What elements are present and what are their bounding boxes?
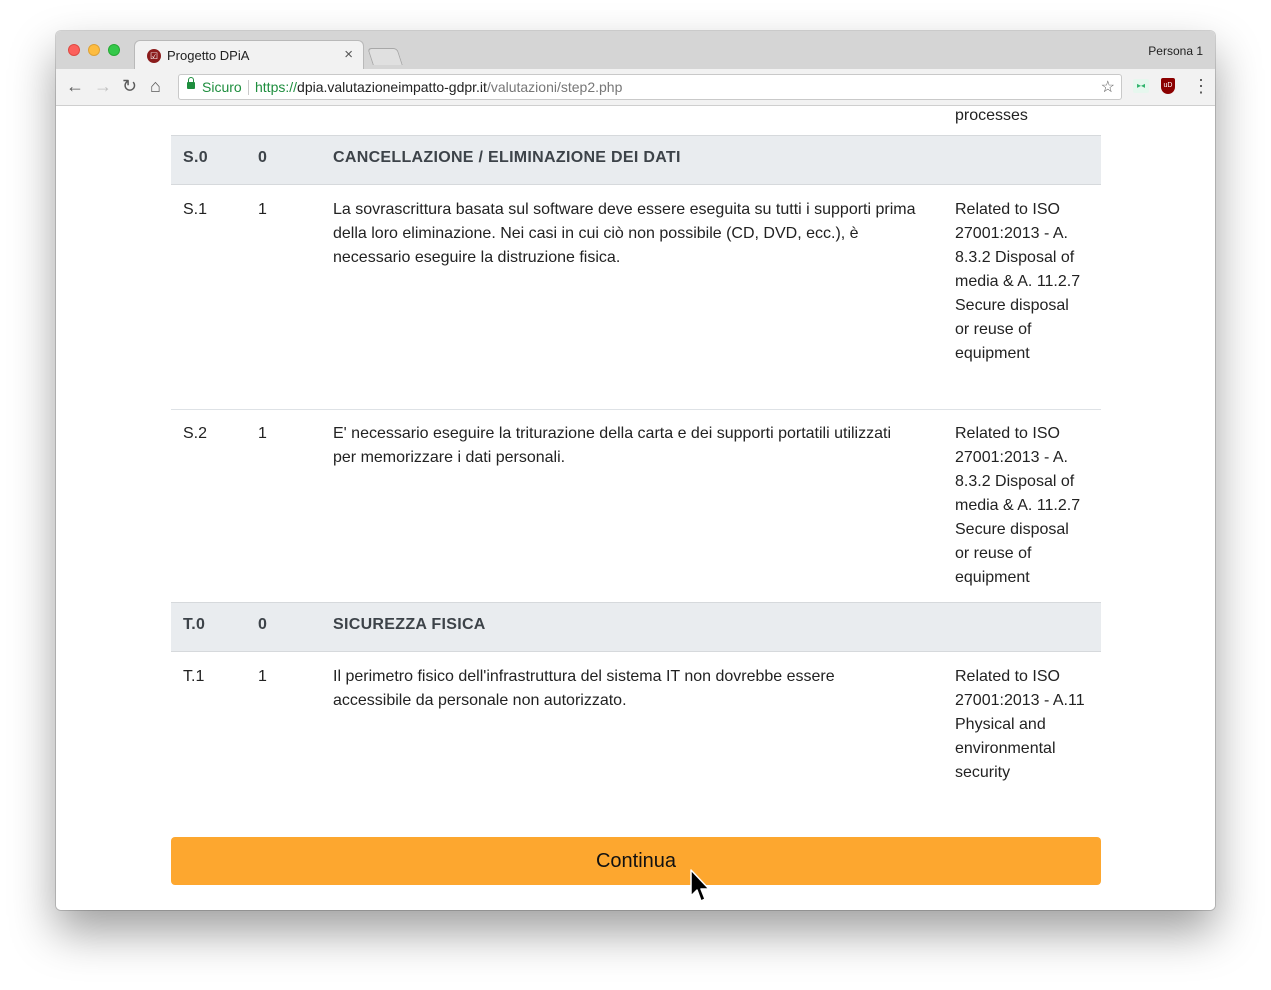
section-code: T.0 [183,616,206,633]
continue-button[interactable]: Continua [171,837,1101,885]
reference-line: Related to ISO [955,201,1060,218]
row-description [333,422,933,470]
secure-label[interactable]: Sicuro [202,79,242,95]
tab-progetto-dpia[interactable] [134,40,364,70]
description-line: per memorizzare i dati personali. [333,449,566,466]
zoom-window-button[interactable] [108,44,120,56]
reference-line: Related to ISO [955,425,1060,442]
row-divider [171,409,1101,410]
row-value: 1 [258,668,267,685]
description-line: E' necessario eseguire la triturazione della carta e dei supporti portatili utilizzati [333,425,892,442]
reference-line: Physical and [955,716,1046,733]
reference-line: 8.3.2 Disposal of [955,473,1075,490]
section-header-row [171,602,1101,652]
reference-line: security [955,764,1011,781]
url-path: /valutazioni/step2.php [486,79,623,95]
reference-line: or reuse of [955,545,1032,562]
home-icon[interactable]: ⌂ [150,76,161,96]
back-arrow-icon[interactable]: ← [66,76,84,96]
section-title: SICUREZZA FISICA [333,616,486,633]
reference-line: media & A. 11.2.7 [955,273,1081,290]
forward-arrow-icon[interactable]: → [94,76,112,96]
row-value: 1 [258,201,267,218]
section-header-row [171,135,1101,185]
reference-line: media & A. 11.2.7 [955,497,1081,514]
browser-menu-icon[interactable]: ⋮ [1192,76,1210,96]
row-code: S.2 [183,425,208,442]
close-window-button[interactable] [68,44,80,56]
browser-toolbar [56,69,1215,106]
row-reference [955,198,1095,366]
tab-close-icon[interactable]: × [344,46,353,63]
row-reference [955,422,1095,590]
new-tab-button[interactable] [367,48,403,65]
reference-line: equipment [955,345,1030,362]
reference-cell-partial: processes [955,107,1028,124]
minimize-window-button[interactable] [88,44,100,56]
favicon-icon: ☑ [147,49,161,63]
browser-window [56,31,1215,910]
ublock-shield-icon[interactable]: uD [1161,78,1175,94]
url-divider [248,80,249,95]
description-line: La sovrascrittura basata sul software deve essere eseguita su tutti i supporti prima [333,201,916,218]
row-reference [955,665,1095,785]
reload-icon[interactable]: ↻ [122,76,138,96]
address-bar[interactable] [178,74,1122,100]
extension-icon[interactable]: ▸◂ [1133,79,1149,93]
page-content [56,106,1215,910]
lock-icon [187,82,195,89]
row-code: S.1 [183,201,208,218]
reference-line: 8.3.2 Disposal of [955,249,1075,266]
reference-line: 27001:2013 - A. [955,449,1068,466]
mouse-cursor-icon [690,869,710,905]
section-value: 0 [258,149,268,166]
reference-line: or reuse of [955,321,1032,338]
tab-strip [56,31,1215,70]
section-code: S.0 [183,149,208,166]
section-value: 0 [258,616,268,633]
profile-name[interactable]: Persona 1 [1148,44,1203,58]
url-scheme: https:// [255,79,298,95]
description-line: della loro eliminazione. Nei casi in cui ciò non possibile (CD, DVD, ecc.), è [333,225,859,242]
reference-line: environmental [955,740,1056,757]
row-code: T.1 [183,668,205,685]
description-line: Il perimetro fisico dell'infrastruttura del sistema IT non dovrebbe essere [333,668,835,685]
description-line: accessibile da personale non autorizzato. [333,692,627,709]
row-description [333,665,933,713]
reference-line: Secure disposal [955,297,1069,314]
url-host: dpia.valutazioneimpatto-gdpr.it [297,79,487,95]
bookmark-star-icon[interactable]: ☆ [1100,79,1115,96]
url-text[interactable] [255,79,622,95]
row-value: 1 [258,425,267,442]
row-description [333,198,933,270]
tab-title: Progetto DPiA [167,48,250,63]
description-line: necessario eseguire la distruzione fisica. [333,249,621,266]
reference-line: 27001:2013 - A. [955,225,1068,242]
reference-line: equipment [955,569,1030,586]
section-title: CANCELLAZIONE / ELIMINAZIONE DEI DATI [333,149,681,166]
reference-line: Secure disposal [955,521,1069,538]
reference-line: Related to ISO [955,668,1060,685]
reference-line: 27001:2013 - A.11 [955,692,1085,709]
